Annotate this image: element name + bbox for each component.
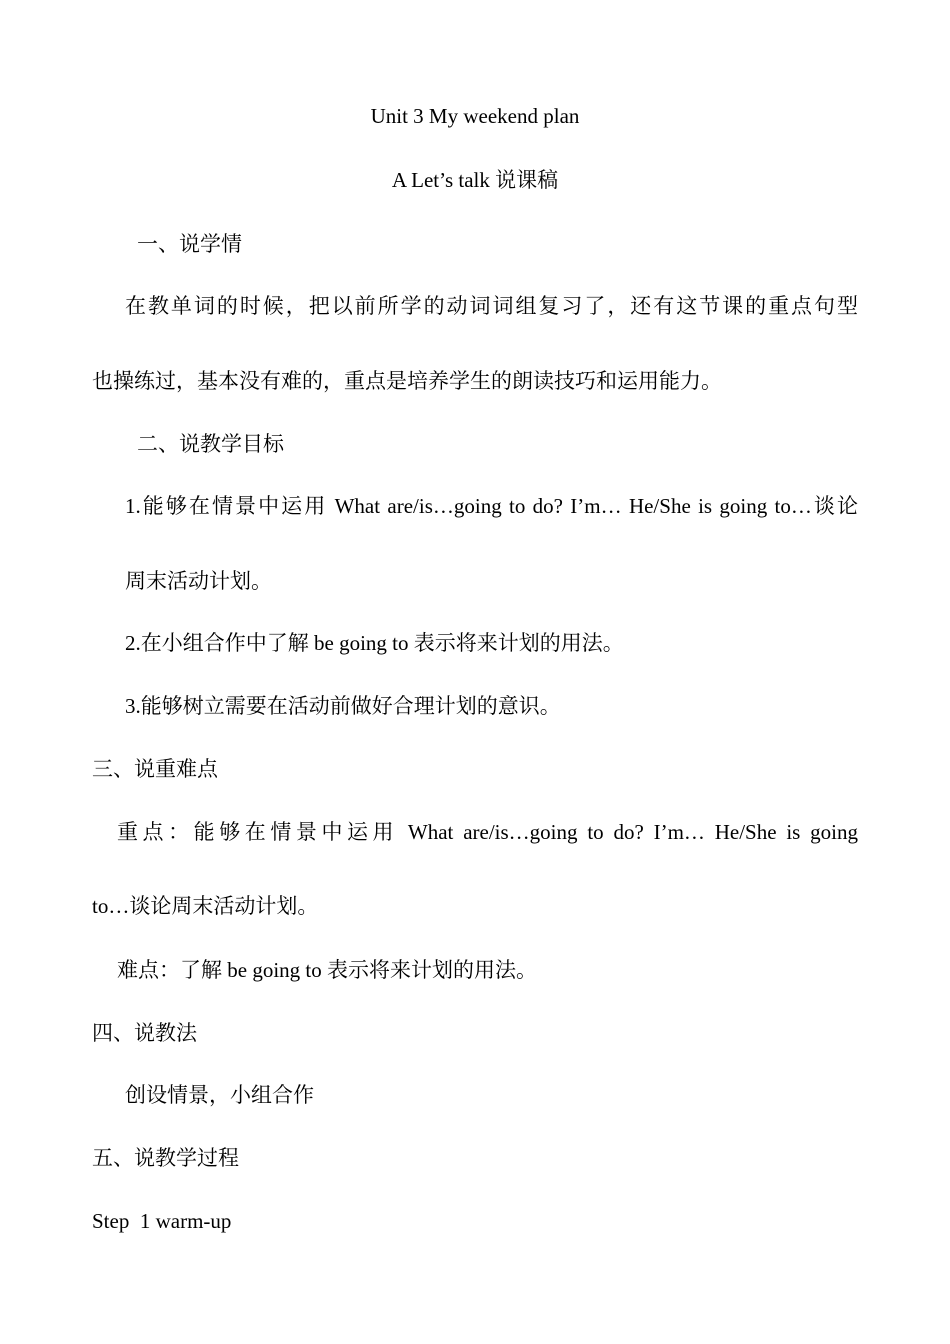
step-1-heading: Step 1 warm-up xyxy=(92,1209,232,1233)
document-title: Unit 3 My weekend plan xyxy=(370,104,580,128)
section-heading-teaching-process: 五、说教学过程 xyxy=(92,1146,239,1170)
goal-item-1-continued: 周末活动计划。 xyxy=(125,569,272,593)
section-heading-key-points: 三、说重难点 xyxy=(92,757,218,781)
paragraph-line: 在教单词的时候，把以前所学的动词词组复习了，还有这节课的重点句型 xyxy=(125,294,858,318)
paragraph-line: 也操练过，基本没有难的，重点是培养学生的朗读技巧和运用能力。 xyxy=(92,369,722,393)
difficulty-line: 难点：了解 be going to 表示将来计划的用法。 xyxy=(117,958,537,982)
goal-item-2: 2.在小组合作中了解 be going to 表示将来计划的用法。 xyxy=(125,631,624,655)
key-point-line-continued: to…谈论周末活动计划。 xyxy=(92,894,319,918)
teaching-methods-content: 创设情景，小组合作 xyxy=(125,1083,314,1107)
section-heading-learning-situation: 一、说学情 xyxy=(137,232,242,256)
key-point-line: 重点：能够在情景中运用 What are/is…going to do? I’m… He/She is going xyxy=(117,820,858,844)
document-subtitle: A Let’s talk 说课稿 xyxy=(391,168,559,192)
section-heading-teaching-methods: 四、说教法 xyxy=(92,1021,197,1045)
section-heading-teaching-goals: 二、说教学目标 xyxy=(137,432,284,456)
goal-item-1: 1.能够在情景中运用 What are/is…going to do? I’m… He/She is going to…谈论 xyxy=(125,494,858,518)
goal-item-3: 3.能够树立需要在活动前做好合理计划的意识。 xyxy=(125,694,561,718)
